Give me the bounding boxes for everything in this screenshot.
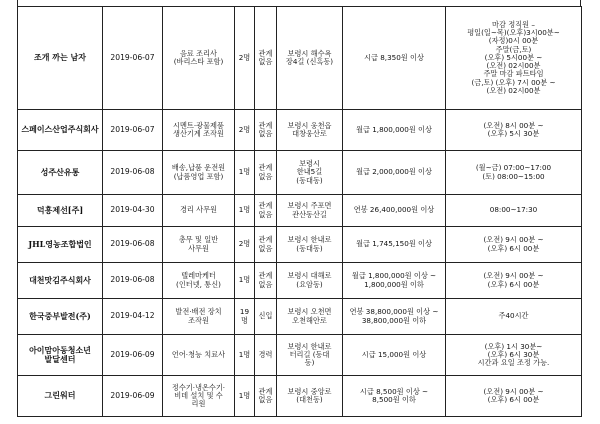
company-cell: 스페이스산업주식회사: [18, 110, 103, 151]
location-cell: 보령시 한내5길 (동대동): [277, 151, 343, 195]
career-cell: 경력: [255, 335, 277, 376]
career-cell: 관계 없음: [255, 227, 277, 263]
wage-cell: 시급 8,350원 이상: [343, 7, 446, 110]
headcount-cell: 1명: [235, 376, 255, 417]
work-hours-cell: 주40시간: [446, 299, 582, 335]
date-cell: 2019-06-08: [103, 227, 163, 263]
job-title-cell: 텔레마케터 (인터넷, 통신): [163, 263, 235, 299]
work-hours-cell: (오전) 9시 00분 ~ (오후) 6시 00분: [446, 376, 582, 417]
headcount-cell: 2명: [235, 7, 255, 110]
job-title-cell: 시멘트·광물제품 생산기계 조작원: [163, 110, 235, 151]
headcount-cell: 1명: [235, 335, 255, 376]
wage-cell: 시급 15,000원 이상: [343, 335, 446, 376]
career-cell: 관계 없음: [255, 151, 277, 195]
job-title-cell: 총무 및 일반 사무원: [163, 227, 235, 263]
job-title-cell: 언어·청능 치료사: [163, 335, 235, 376]
location-cell: 보령시 대해로 (요암동): [277, 263, 343, 299]
wage-cell: 월급 1,800,000원 이상: [343, 110, 446, 151]
date-cell: 2019-04-30: [103, 195, 163, 227]
table-row: [18, 263, 582, 299]
location-cell: 보령시 주포면 관산동산길: [277, 195, 343, 227]
company-cell: 한국중부발전(주): [18, 299, 103, 335]
company-cell: 아이맘아동청소년 발달센터: [18, 335, 103, 376]
table-row: [18, 110, 582, 151]
table-row: [18, 335, 582, 376]
company-cell: 덕흥제선[주]: [18, 195, 103, 227]
date-cell: 2019-04-12: [103, 299, 163, 335]
career-cell: 관계 없음: [255, 110, 277, 151]
table-row: [18, 195, 582, 227]
work-hours-cell: 마감 정직원 – 평일(일~목)(오후)3시00분~ (자정)0시 00분 주말(금,토) (오후) 5시00분 ~ (오전) 02시00분 주말 마감 파트타임 (금,토) (오후) 7시 00분 ~ (오전) 02시00분: [446, 7, 582, 110]
location-cell: 보령시 웅천읍 대창웅산로: [277, 110, 343, 151]
job-title-cell: 배송,납품 운전원 (납품영업 포함): [163, 151, 235, 195]
date-cell: 2019-06-07: [103, 110, 163, 151]
job-title-cell: 경리 사무원: [163, 195, 235, 227]
date-cell: 2019-06-07: [103, 7, 163, 110]
headcount-cell: 2명: [235, 110, 255, 151]
job-title-cell: 발전·배전 장치 조작원: [163, 299, 235, 335]
job-listings-table: [17, 6, 582, 417]
job-title-cell: 정수기·냉온수기· 비데 설치 및 수 리원: [163, 376, 235, 417]
table-row: [18, 151, 582, 195]
wage-cell: 연봉 38,800,000원 이상 ~ 38,800,000원 이하: [343, 299, 446, 335]
table-row: [18, 7, 582, 110]
location-cell: 보령시 해수욕 장4길 (신흑동): [277, 7, 343, 110]
location-cell: 보령시 중앙로 (대천동): [277, 376, 343, 417]
headcount-cell: 1명: [235, 263, 255, 299]
date-cell: 2019-06-08: [103, 263, 163, 299]
location-cell: 보령시 한내로 터리길 (동대 동): [277, 335, 343, 376]
company-cell: 그린워터: [18, 376, 103, 417]
table-row: [18, 376, 582, 417]
company-cell: 조개 까는 남자: [18, 7, 103, 110]
work-hours-cell: (오후) 1시 30분~ (오후) 6시 30분 시간과 요일 조정 가능.: [446, 335, 582, 376]
location-cell: 보령시 오천면 오천해안로: [277, 299, 343, 335]
work-hours-cell: 08:00~17:30: [446, 195, 582, 227]
headcount-cell: 1명: [235, 151, 255, 195]
table-row: [18, 299, 582, 335]
wage-cell: 월급 1,800,000원 이상 ~ 1,800,000원 이하: [343, 263, 446, 299]
work-hours-cell: (오전) 8시 00분 ~ (오후) 5시 30분: [446, 110, 582, 151]
company-cell: 대천맛김주식회사: [18, 263, 103, 299]
headcount-cell: 2명: [235, 227, 255, 263]
career-cell: 관계 없음: [255, 376, 277, 417]
date-cell: 2019-06-09: [103, 335, 163, 376]
company-cell: JHL영농조합법인: [18, 227, 103, 263]
date-cell: 2019-06-09: [103, 376, 163, 417]
company-cell: 성주산유통: [18, 151, 103, 195]
headcount-cell: 1명: [235, 195, 255, 227]
date-cell: 2019-06-08: [103, 151, 163, 195]
career-cell: 관계 없음: [255, 263, 277, 299]
job-title-cell: 음료 조리사 (바리스타 포함): [163, 7, 235, 110]
career-cell: 신입: [255, 299, 277, 335]
career-cell: 관계 없음: [255, 195, 277, 227]
wage-cell: 월급 1,745,150원 이상: [343, 227, 446, 263]
work-hours-cell: (오전) 9시 00분 ~ (오후) 6시 00분: [446, 263, 582, 299]
wage-cell: 월급 2,000,000원 이상: [343, 151, 446, 195]
career-cell: 관계 없음: [255, 7, 277, 110]
headcount-cell: 19 명: [235, 299, 255, 335]
work-hours-cell: (월~금) 07:00~17:00 (토) 08:00~15:00: [446, 151, 582, 195]
work-hours-cell: (오전) 9시 00분 ~ (오후) 6시 00분: [446, 227, 582, 263]
location-cell: 보령시 한내로 (동대동): [277, 227, 343, 263]
wage-cell: 시급 8,500원 이상 ~ 8,500원 이하: [343, 376, 446, 417]
wage-cell: 연봉 26,400,000원 이상: [343, 195, 446, 227]
table-row: [18, 227, 582, 263]
